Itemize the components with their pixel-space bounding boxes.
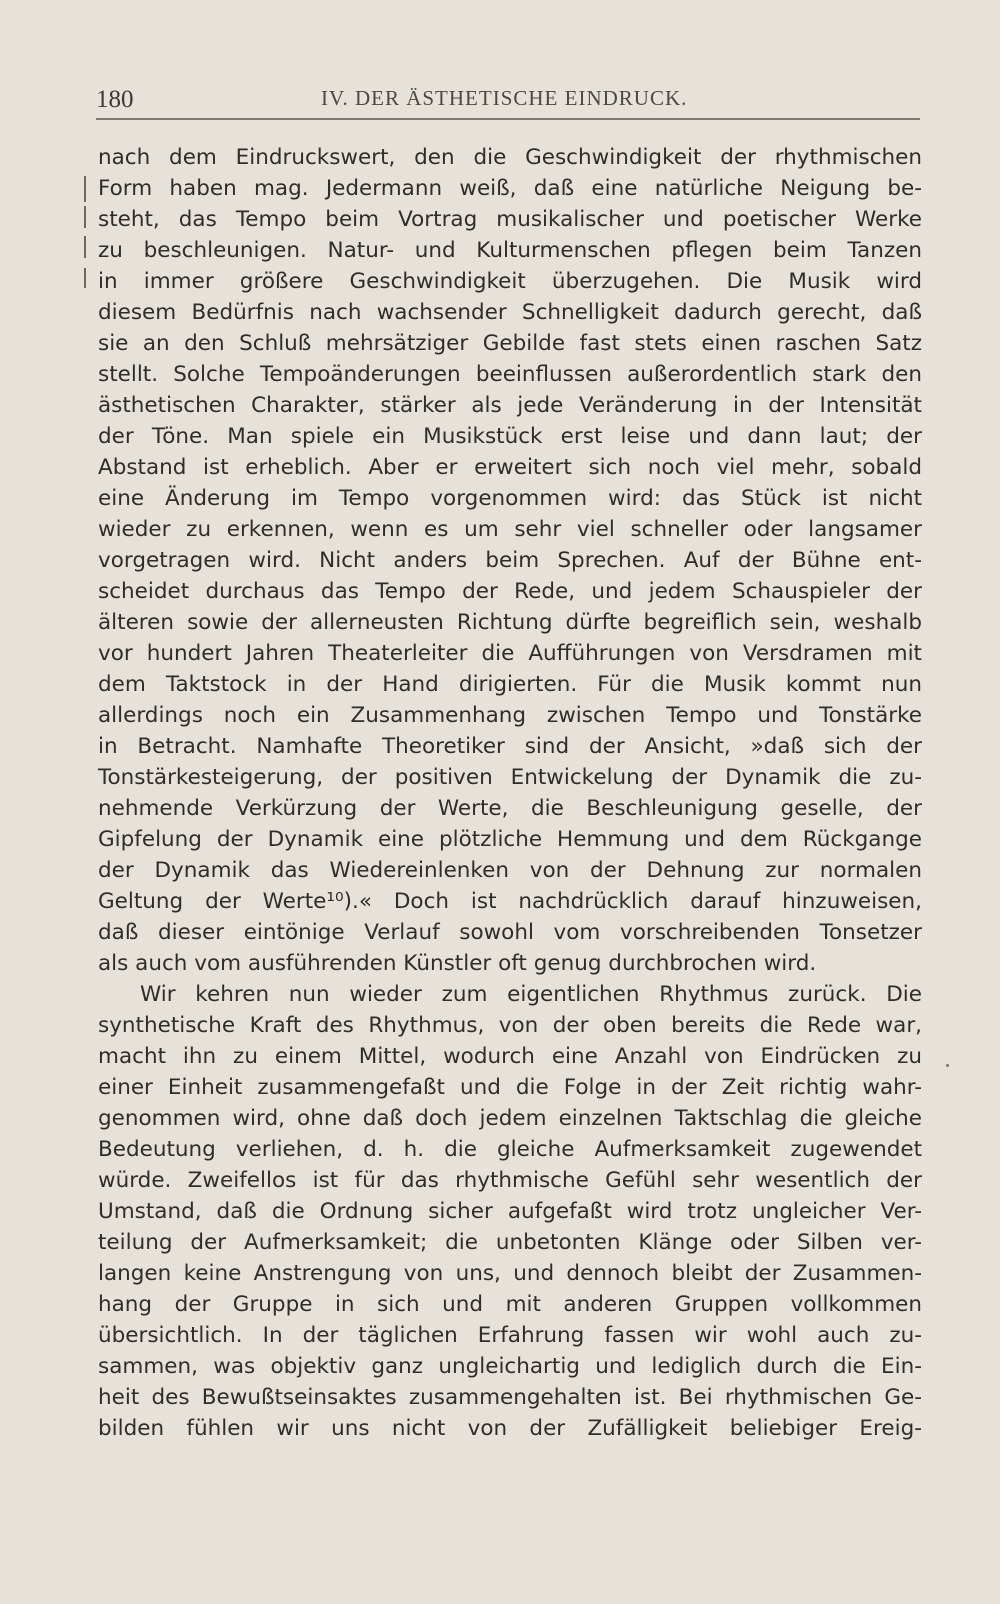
text-line: ästhetischen Charakter, stärker als jede Veränderung in der Intensität <box>98 393 922 418</box>
text-line: Wir kehren nun wieder zum eigentlichen Rhythmus zurück. Die <box>140 982 922 1007</box>
text-line: sammen, was objektiv ganz ungleichartig und lediglich durch die Ein- <box>98 1354 922 1379</box>
text-line: Tonstärkesteigerung, der positiven Entwickelung der Dynamik die zu- <box>98 765 922 790</box>
text-line: sie an den Schluß mehrsätziger Gebilde fast stets einen raschen Satz <box>98 331 922 356</box>
margin-mark <box>84 176 86 202</box>
text-line: langen keine Anstrengung von uns, und dennoch bleibt der Zusammen- <box>98 1261 922 1286</box>
text-line: älteren sowie der allerneusten Richtung dürfte begreiflich sein, weshalb <box>98 610 922 635</box>
body-text <box>98 142 922 1444</box>
margin-mark <box>84 236 86 258</box>
text-line: Abstand ist erheblich. Aber er erweitert sich noch viel mehr, sobald <box>98 455 922 480</box>
text-line: übersichtlich. In der täglichen Erfahrung fassen wir wohl auch zu- <box>98 1323 922 1348</box>
text-line: genommen wird, ohne daß doch jedem einzelnen Taktschlag die gleiche <box>98 1106 922 1131</box>
text-line: Bedeutung verliehen, d. h. die gleiche Aufmerksamkeit zugewendet <box>98 1137 922 1162</box>
margin-mark <box>84 268 86 288</box>
text-line: heit des Bewußtseinsaktes zusammengehalten ist. Bei rhythmischen Ge- <box>98 1385 922 1410</box>
text-line: bilden fühlen wir uns nicht von der Zufälligkeit beliebiger Ereig- <box>98 1416 922 1441</box>
header-rule <box>96 118 920 120</box>
text-line: stellt. Solche Tempoänderungen beeinflussen außerordentlich stark den <box>98 362 922 387</box>
text-line: der Töne. Man spiele ein Musikstück erst leise und dann laut; der <box>98 424 922 449</box>
margin-mark <box>84 206 86 228</box>
text-line: macht ihn zu einem Mittel, wodurch eine Anzahl von Eindrücken zu <box>98 1044 922 1069</box>
text-line: diesem Bedürfnis nach wachsender Schnelligkeit dadurch gerecht, daß <box>98 300 922 325</box>
text-line: in immer größere Geschwindigkeit überzugehen. Die Musik wird <box>98 269 922 294</box>
margin-dot <box>946 1064 949 1067</box>
text-line: nehmende Verkürzung der Werte, die Beschleunigung geselle, der <box>98 796 922 821</box>
text-line: einer Einheit zusammengefaßt und die Folge in der Zeit richtig wahr- <box>98 1075 922 1100</box>
text-line: scheidet durchaus das Tempo der Rede, und jedem Schauspieler der <box>98 579 922 604</box>
text-line: Umstand, daß die Ordnung sicher aufgefaßt wird trotz ungleicher Ver- <box>98 1199 922 1224</box>
text-line: würde. Zweifellos ist für das rhythmische Gefühl sehr wesentlich der <box>98 1168 922 1193</box>
text-line: in Betracht. Namhafte Theoretiker sind der Ansicht, »daß sich der <box>98 734 922 759</box>
text-line: hang der Gruppe in sich und mit anderen Gruppen vollkommen <box>98 1292 922 1317</box>
text-line: eine Änderung im Tempo vorgenommen wird: das Stück ist nicht <box>98 486 922 511</box>
text-line: daß dieser eintönige Verlauf sowohl vom vorschreibenden Tonsetzer <box>98 920 922 945</box>
text-line: wieder zu erkennen, wenn es um sehr viel schneller oder langsamer <box>98 517 922 542</box>
text-line: zu beschleunigen. Natur- und Kulturmenschen pflegen beim Tanzen <box>98 238 922 263</box>
text-line: Form haben mag. Jedermann weiß, daß eine natürliche Neigung be- <box>98 176 922 201</box>
page-number: 180 <box>96 86 134 113</box>
running-head: IV. DER ÄSTHETISCHE EINDRUCK. <box>321 86 688 110</box>
text-line: dem Taktstock in der Hand dirigierten. Für die Musik kommt nun <box>98 672 922 697</box>
text-line: vorgetragen wird. Nicht anders beim Sprechen. Auf der Bühne ent- <box>98 548 922 573</box>
text-line: synthetische Kraft des Rhythmus, von der oben bereits die Rede war, <box>98 1013 922 1038</box>
text-line: teilung der Aufmerksamkeit; die unbetonten Klänge oder Silben ver- <box>98 1230 922 1255</box>
text-line: der Dynamik das Wiedereinlenken von der Dehnung zur normalen <box>98 858 922 883</box>
text-line: steht, das Tempo beim Vortrag musikalischer und poetischer Werke <box>98 207 922 232</box>
text-line: nach dem Eindruckswert, den die Geschwindigkeit der rhythmischen <box>98 145 922 170</box>
text-line: als auch vom ausführenden Künstler oft genug durchbrochen wird. <box>98 951 817 976</box>
text-line: Gipfelung der Dynamik eine plötzliche Hemmung und dem Rückgange <box>98 827 922 852</box>
text-line: Geltung der Werte¹⁰).« Doch ist nachdrücklich darauf hinzuweisen, <box>98 889 922 914</box>
text-line: allerdings noch ein Zusammenhang zwischen Tempo und Tonstärke <box>98 703 922 728</box>
page-header <box>96 82 920 118</box>
text-line: vor hundert Jahren Theaterleiter die Aufführungen von Versdramen mit <box>98 641 922 666</box>
